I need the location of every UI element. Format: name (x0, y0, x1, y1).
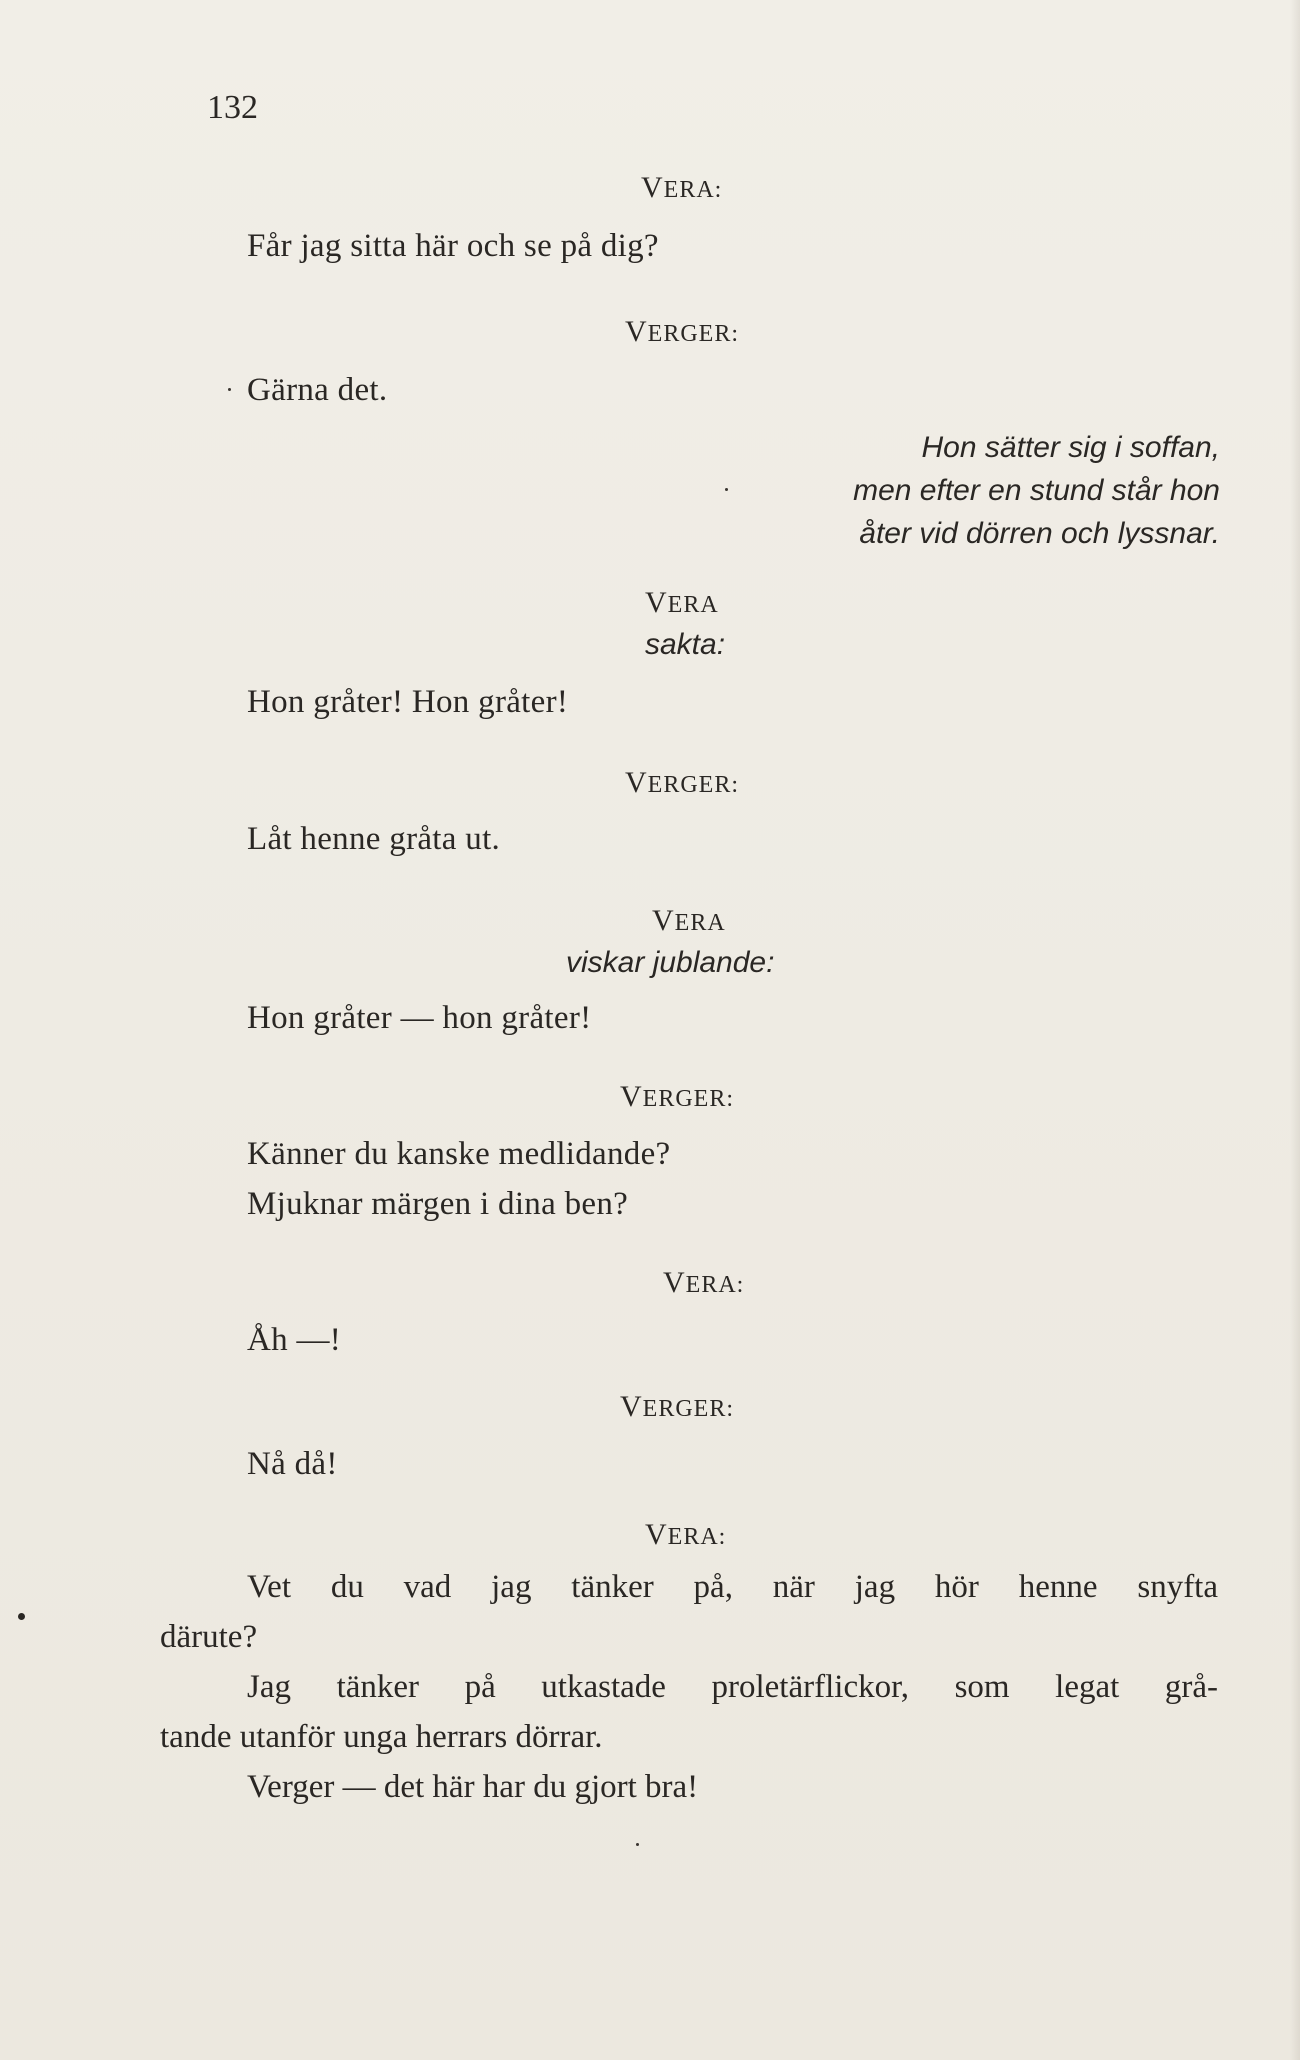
speaker-rest: ERA: (667, 1524, 727, 1550)
speaker-initial: V (652, 904, 675, 937)
speaker-initial: V (620, 1080, 643, 1113)
speaker-rest: ERA (667, 592, 719, 618)
speaker-verger (620, 1389, 734, 1427)
speaker-verger (625, 314, 739, 352)
speaker-direction: sakta: (645, 628, 726, 661)
dialogue-line: Känner du kanske medlidande? (247, 1136, 671, 1172)
speaker-initial: V (645, 1518, 668, 1551)
speaker-initial: V (620, 1390, 643, 1423)
speaker-rest: ERGER: (642, 1396, 735, 1422)
speaker-vera (652, 903, 726, 941)
paragraph-line: därute? (160, 1619, 258, 1655)
dialogue-line: Mjuknar märgen i dina ben? (247, 1186, 629, 1222)
speaker-rest: ERGER: (642, 1086, 735, 1112)
speaker-rest: ERA: (685, 1272, 745, 1298)
ink-speck (228, 388, 231, 391)
stage-direction-line: men efter en stund står hon (853, 474, 1220, 507)
stage-direction (853, 426, 1220, 555)
speaker-vera (641, 170, 722, 208)
dialogue-line: Hon gråter — hon gråter! (247, 1000, 592, 1036)
speaker-rest: ERA: (663, 177, 723, 203)
speaker-verger (620, 1079, 734, 1117)
dialogue-line: Låt henne gråta ut. (247, 821, 501, 857)
paragraph-line (160, 1762, 1218, 1812)
stage-direction-line: Hon sätter sig i soffan, (921, 431, 1220, 464)
dialogue-line: Får jag sitta här och se på dig? (247, 228, 659, 264)
speaker-vera (645, 585, 719, 623)
page-number: 132 (207, 89, 258, 126)
paragraph-text: Vet du vad jag tänker på, när jag hör henne snyfta (247, 1569, 1218, 1605)
speaker-initial: V (641, 171, 664, 204)
speaker-rest: ERA (674, 910, 726, 936)
speaker-initial: V (663, 1266, 686, 1299)
speaker-vera (663, 1265, 744, 1303)
dialogue-line: Hon gråter! Hon gråter! (247, 684, 569, 720)
paragraph-text: Verger — det här har du gjort bra! (247, 1769, 699, 1805)
speaker-rest: ERGER: (647, 321, 740, 347)
margin-bullet-mark (18, 1613, 25, 1620)
stage-direction-line: åter vid dörren och lyssnar. (859, 517, 1220, 550)
paragraph-line: tande utanför unga herrars dörrar. (160, 1719, 603, 1755)
dialogue-line: Gärna det. (247, 372, 388, 408)
speaker-verger (625, 765, 739, 803)
speaker-initial: V (625, 766, 648, 799)
ink-speck (725, 488, 728, 491)
paragraph-line (160, 1662, 1218, 1712)
page-edge-shadow (1290, 0, 1300, 2060)
ink-speck (636, 1843, 639, 1846)
paragraph-line (160, 1562, 1218, 1612)
speaker-initial: V (645, 586, 668, 619)
speaker-direction: viskar jublande: (566, 946, 775, 979)
closing-speech (160, 1562, 1218, 1812)
speaker-initial: V (625, 315, 648, 348)
dialogue-line: Nå då! (247, 1446, 338, 1482)
paragraph-text: Jag tänker på utkastade proletärflickor, som legat grå- (247, 1669, 1218, 1705)
speaker-vera (645, 1517, 726, 1555)
speaker-rest: ERGER: (647, 772, 740, 798)
dialogue-line: Åh —! (247, 1322, 342, 1358)
